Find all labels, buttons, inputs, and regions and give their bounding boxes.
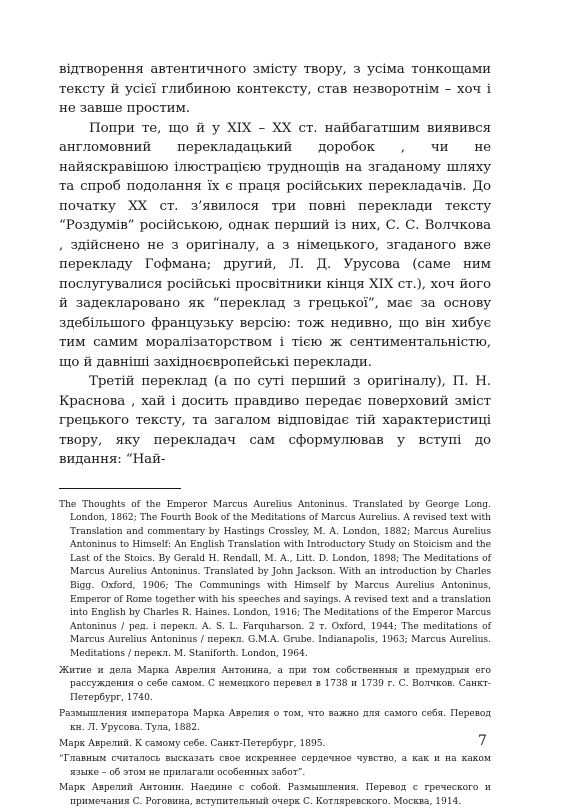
paragraph-2: Попри те, що й у XIX – XX ст. найбагатшим виявився англомовний перекладацький доробок , чи не найяскравішою ілюстрацією труднощів на згаданому шляху та спроб подолання їх є праця російських перекладачів. До початку XX ст. з’явилося три повні переклади тексту “Роздумів” російською, однак перший із них, С. С. Волчкова , здійснено не з оригіналу, а з німецького, згаданого вже перекладу Гофмана; другий, Л. Д. Урусова (саме ним послугувалися російські просвітники кінця XIX ст.), хоч його й задекларовано як “переклад з грецької”, має за основу здебільшого французьку версію: тож недивно, що він хибує тим самим моралізаторством і тією ж сентиментальністю, що й давніші західноєвропейські переклади. <box>59 120 491 370</box>
footnote-1: The Thoughts of the Emperor Marcus Aurelius Antoninus. Translated by George Long. London, 1862; The Fourth Book of the Meditations of Marcus Aurelius. A revised text with Translation and commentary by Hastings Crossley, M. A. London, 1882; Marcus Aurelius Antoninus to Himself: An English Translation with Introductory Study on Stoicism and the Last of the Stoics. By Gerald H. Rendall, M. A., Litt. D. London, 1898; The Meditations of Marcus Aurelius Antoninus. Translated by John Jackson. With an introduction by Charles Bigg. Oxford, 1906; The Communings with Himself by Marcus Aurelius Antoninus, Emperor of Rome together with his speeches and sayings. A revised text and a translation into English by Charles R. Haines. London, 1916; The Meditations of the Emperor Marcus Antoninus / ред. і перекл. A. S. L. Farquharson. 2 т. Oxford, 1944; The meditations of Marcus Aurelius Antoninus / перекл. G.M.A. Grube. Indianapolis, 1963; Marcus Aurelius. Meditations / перекл. M. Staniforth. London, 1964. <box>59 499 491 660</box>
page-content <box>59 60 491 812</box>
footnote-6: Марк Аврелий Антонин. Наедине с собой. Размышления. Перевод с греческого и примечания С. Роговина, вступительный очерк С. Котляревского. Москва, 1914. <box>59 783 491 807</box>
paragraph-1: відтворення автентичного змісту твору, з усіма тонкощами тексту й усієї глибиною контексту, став незворотнім – хоч і не завше простим. <box>59 62 491 116</box>
footnote-5: “Главным считалось высказать свое искреннее сердечное чувство, а как и на каком языке – об этом не прилагали особенных забот”. <box>59 754 491 778</box>
footnote-divider <box>59 488 181 489</box>
footnote-2: Житие и дела Марка Аврелия Антонина, а при том собственныя и премудрыя его рассуждения о себе самом. С немецкого перевел в 1738 и 1739 г. С. Волчков. Санкт-Петербург, 1740. <box>59 665 491 703</box>
paragraph-3: Третій переклад (а по суті перший з оригіналу), П. Н. Краснова , хай і досить правдиво передає поверховий зміст грецького тексту, та загалом відповідає тій характеристиці твору, яку перекладач сам сформулював у вступі до видання: “Най- <box>59 374 491 467</box>
footnote-4: Марк Аврелий. К самому себе. Санкт-Петербург, 1895. <box>59 738 326 749</box>
footnote-3: Размышления императора Марка Аврелия о том, что важно для самого себя. Перевод кн. Л. Урусова. Тула, 1882. <box>59 709 491 733</box>
footnotes <box>59 499 491 810</box>
page-number: 7 <box>478 733 487 749</box>
